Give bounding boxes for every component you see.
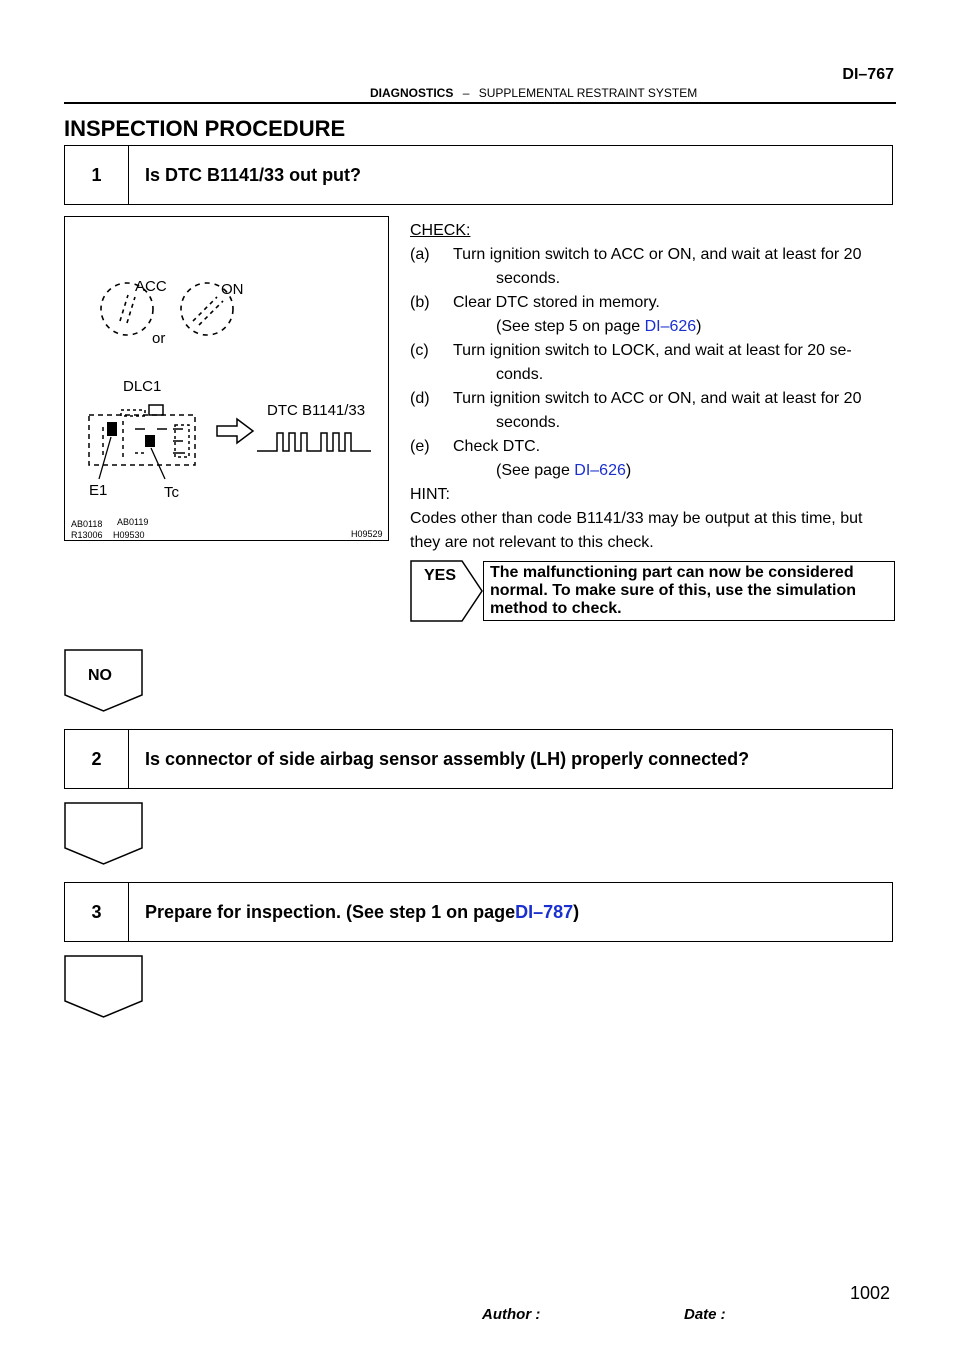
- page-link-di626[interactable]: DI–626: [644, 318, 697, 335]
- footer-date-label: Date :: [684, 1306, 726, 1323]
- hint-label: HINT:: [410, 486, 450, 503]
- ref-ab0119: AB0119: [117, 517, 149, 527]
- flow-arrow: [64, 802, 144, 866]
- check-item-tag: (b): [410, 294, 430, 311]
- step-2-box: [64, 729, 893, 789]
- check-item-line: Turn ignition switch to LOCK, and wait at least for 20 se-: [453, 342, 852, 359]
- ref-text: (See step 5 on page: [496, 318, 645, 335]
- yes-result-line: normal. To make sure of this, use the simulation: [490, 582, 856, 599]
- step-3-box: [64, 882, 893, 942]
- acc-label: ACC: [135, 278, 167, 295]
- check-procedure: [410, 219, 896, 555]
- step-2-text: Is connector of side airbag sensor assembly (LH) properly connected?: [145, 748, 750, 769]
- step-2-number: 2: [65, 730, 129, 788]
- step-3-text-part: Prepare for inspection. (See step 1 on page: [145, 901, 516, 922]
- check-item-line: seconds.: [496, 270, 561, 287]
- page-link-di626[interactable]: DI–626: [574, 462, 626, 479]
- yes-arrow: [410, 560, 484, 622]
- dtc-label: DTC B1141/33: [267, 402, 366, 419]
- no-flow-arrow: [64, 649, 144, 713]
- diagram-figure: [64, 216, 389, 541]
- yes-result-line: The malfunctioning part can now be considered: [490, 564, 854, 581]
- check-item-tag: (a): [410, 246, 430, 263]
- ref-h09529: H09529: [351, 529, 383, 539]
- step-1-box: [64, 145, 893, 205]
- step-3-number: 3: [65, 883, 129, 941]
- ref-text: ): [625, 462, 632, 479]
- step-3-text-part: ): [573, 901, 580, 922]
- yes-result-line: method to check.: [490, 600, 622, 617]
- check-item-e: [410, 435, 896, 483]
- ref-text: ): [696, 318, 702, 335]
- check-item-line: Check DTC.: [453, 438, 541, 455]
- e1-label: E1: [89, 482, 108, 499]
- header-section: DIAGNOSTICS: [370, 86, 454, 100]
- ignition-dlc1-diagram: [65, 217, 388, 540]
- or-label: or: [152, 330, 166, 347]
- ref-text: (See page: [496, 462, 575, 479]
- check-item-line: [453, 459, 896, 483]
- e1-terminal: [107, 422, 117, 436]
- ref-r13006: R13006: [71, 530, 103, 540]
- hint-line: Codes other than code B1141/33 may be output at this time, but: [410, 510, 863, 527]
- check-item-line: seconds.: [496, 414, 561, 431]
- check-item-line: conds.: [496, 366, 544, 383]
- ref-ab0118: AB0118: [71, 519, 103, 529]
- header-subsection: SUPPLEMENTAL RESTRAINT SYSTEM: [478, 86, 698, 100]
- check-item-a: [410, 243, 896, 291]
- header-rule: [64, 102, 896, 104]
- ref-h09530: H09530: [113, 530, 145, 540]
- check-item-line: Turn ignition switch to ACC or ON, and wait at least for 20: [453, 246, 862, 263]
- arrow-icon: [217, 419, 253, 443]
- step-3-text: [145, 883, 579, 941]
- check-heading: CHECK:: [410, 222, 471, 239]
- header-separator: –: [462, 86, 470, 100]
- check-item-b: [410, 291, 896, 339]
- on-label: ON: [221, 281, 244, 298]
- step-1-text: Is DTC B1141/33 out put?: [145, 164, 362, 185]
- yes-label: YES: [424, 567, 457, 584]
- check-item-tag: (e): [410, 438, 430, 455]
- page-title: INSPECTION PROCEDURE: [64, 116, 346, 141]
- check-item-tag: (d): [410, 390, 430, 407]
- flow-arrow: [64, 955, 144, 1019]
- footer-author-label: Author :: [482, 1306, 541, 1323]
- dlc1-label: DLC1: [123, 378, 162, 395]
- yes-result-box: [483, 561, 895, 621]
- check-item-line: Clear DTC stored in memory.: [453, 294, 660, 311]
- check-item-tag: (c): [410, 342, 429, 359]
- check-item-c: [410, 339, 896, 387]
- check-item-line: [453, 315, 896, 339]
- page-link-di787[interactable]: DI–787: [515, 901, 574, 922]
- running-header: [370, 86, 697, 100]
- hint-line: they are not relevant to this check.: [410, 534, 654, 551]
- dtc-pulse-waveform: [257, 433, 371, 451]
- footer-page-number: 1002: [849, 1283, 890, 1303]
- check-item-d: [410, 387, 896, 435]
- page-code: DI–767: [842, 66, 894, 83]
- check-item-line: Turn ignition switch to ACC or ON, and wait at least for 20: [453, 390, 862, 407]
- step-1-number: 1: [65, 146, 129, 204]
- tc-label: Tc: [164, 484, 179, 501]
- tc-terminal: [145, 435, 155, 447]
- no-label: NO: [88, 667, 112, 684]
